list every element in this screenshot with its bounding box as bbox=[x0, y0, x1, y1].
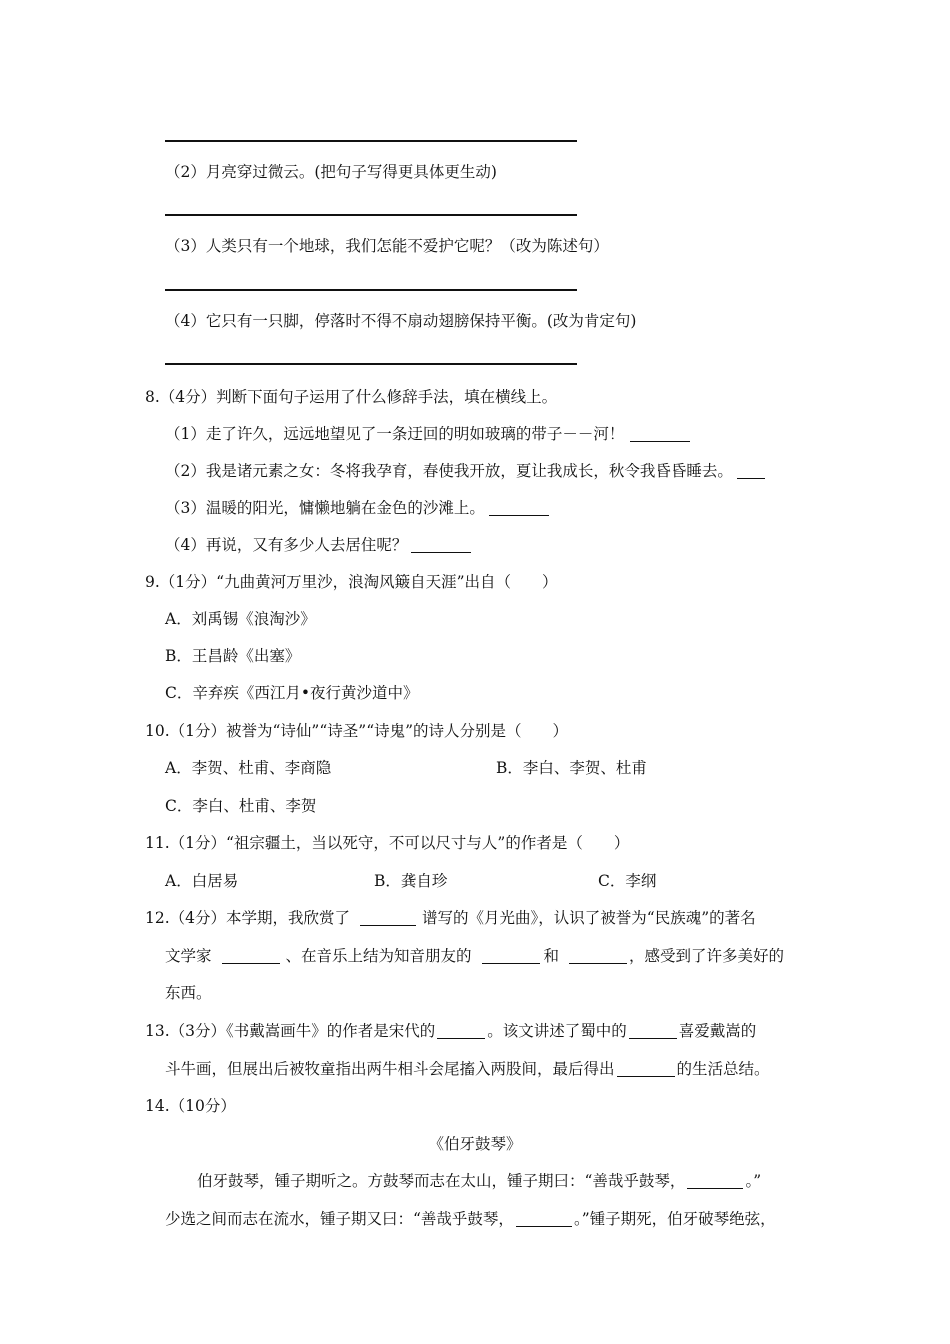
q13-text-3: 喜爱戴嵩的 bbox=[678, 1022, 757, 1040]
passage-text-3: 少选之间而志在流水，锺子期又曰：“善哉乎鼓琴， bbox=[165, 1210, 514, 1228]
q13-line-1 bbox=[145, 1020, 756, 1042]
q9-option-c[interactable]: C．辛弃疾《西江月•夜行黄沙道中》 bbox=[165, 684, 419, 702]
q13-line-2 bbox=[165, 1058, 770, 1080]
q8-item-2 bbox=[165, 460, 765, 482]
answer-blank[interactable] bbox=[411, 536, 471, 553]
q8-item-1-text: （1）走了许久，远远地望见了一条迂回的明如玻璃的带子－－河！ bbox=[165, 425, 625, 443]
answer-line[interactable] bbox=[165, 289, 577, 291]
q8-item-4-text: （4）再说，又有多少人去居住呢？ bbox=[165, 536, 408, 554]
q8-item-3 bbox=[165, 497, 549, 519]
q13-text-2: 。该文讲述了蜀中的 bbox=[487, 1022, 627, 1040]
q9-option-b[interactable]: B．王昌龄《出塞》 bbox=[165, 647, 301, 665]
passage-title: 《伯牙鼓琴》 bbox=[428, 1135, 522, 1153]
q11-stem: 11.（1分）“祖宗疆土，当以死守，不可以尺寸与人”的作者是（ ） bbox=[145, 834, 630, 852]
q11-option-b[interactable]: B．龚自珍 bbox=[374, 872, 448, 890]
q10-stem: 10.（1分）被誉为“诗仙”“诗圣”“诗鬼”的诗人分别是（ ） bbox=[145, 722, 569, 740]
answer-blank[interactable] bbox=[482, 947, 540, 964]
answer-blank[interactable] bbox=[437, 1022, 485, 1039]
answer-blank[interactable] bbox=[630, 425, 690, 442]
q9-option-a[interactable]: A．刘禹锡《浪淘沙》 bbox=[165, 610, 316, 628]
q12-text-4: 、在音乐上结为知音朋友的 bbox=[285, 947, 472, 965]
q12-text-2: 谱写的《月光曲》，认识了被誉为“民族魂”的著名 bbox=[422, 909, 756, 927]
q13-text-4: 斗牛画，但展出后被牧童指出两牛相斗会尾搐入两股间，最后得出 bbox=[165, 1060, 615, 1078]
q12-text-5: 和 bbox=[543, 947, 560, 965]
q10-option-a[interactable]: A．李贺、杜甫、李商隐 bbox=[165, 759, 332, 777]
q12-line-3: 东西。 bbox=[165, 984, 212, 1002]
passage-text-2: 。” bbox=[745, 1172, 762, 1190]
q11-option-c[interactable]: C．李纲 bbox=[598, 872, 657, 890]
q9-stem: 9.（1分）“九曲黄河万里沙，浪淘风簸自天涯”出自（ ） bbox=[145, 573, 558, 591]
answer-blank[interactable] bbox=[222, 947, 280, 964]
q7-item-3: （3）人类只有一个地球，我们怎能不爱护它呢？（改为陈述句） bbox=[165, 237, 609, 255]
q12-line-2 bbox=[165, 945, 784, 967]
answer-blank[interactable] bbox=[687, 1172, 743, 1189]
answer-blank[interactable] bbox=[360, 909, 416, 926]
answer-blank[interactable] bbox=[617, 1060, 675, 1077]
answer-blank[interactable] bbox=[516, 1210, 572, 1227]
q11-option-a[interactable]: A．白居易 bbox=[165, 872, 239, 890]
answer-blank[interactable] bbox=[569, 947, 627, 964]
q10-option-c[interactable]: C．李白、杜甫、李贺 bbox=[165, 797, 317, 815]
passage-line-2 bbox=[165, 1208, 776, 1230]
q10-option-b[interactable]: B．李白、李贺、杜甫 bbox=[496, 759, 647, 777]
q13-text-1: 13.（3分）《书戴嵩画牛》的作者是宋代的 bbox=[145, 1022, 436, 1040]
answer-blank[interactable] bbox=[629, 1022, 677, 1039]
q12-text-3: 文学家 bbox=[165, 947, 212, 965]
passage-line-1 bbox=[197, 1170, 761, 1192]
answer-line[interactable] bbox=[165, 363, 577, 365]
q12-text-6: ，感受到了许多美好的 bbox=[629, 947, 785, 965]
q8-item-3-text: （3）温暖的阳光，慵懒地躺在金色的沙滩上。 bbox=[165, 499, 485, 517]
passage-text-4: 。”锺子期死，伯牙破琴绝弦， bbox=[573, 1210, 776, 1228]
passage-text-1: 伯牙鼓琴，锺子期听之。方鼓琴而志在太山，锺子期曰：“善哉乎鼓琴， bbox=[197, 1172, 686, 1190]
answer-line[interactable] bbox=[165, 140, 577, 142]
q14-stem: 14.（10分） bbox=[145, 1097, 236, 1115]
q8-item-2-text: （2）我是诸元素之女：冬将我孕育，春使我开放，夏让我成长，秋令我昏昏睡去。 bbox=[165, 462, 733, 480]
answer-blank[interactable] bbox=[737, 462, 765, 479]
q8-stem: 8.（4分）判断下面句子运用了什么修辞手法，填在横线上。 bbox=[145, 388, 558, 406]
answer-line[interactable] bbox=[165, 214, 577, 216]
q8-item-4 bbox=[165, 534, 471, 556]
answer-blank[interactable] bbox=[489, 499, 549, 516]
q12-line-1 bbox=[145, 907, 756, 929]
q13-text-5: 的生活总结。 bbox=[676, 1060, 770, 1078]
q7-item-2: （2）月亮穿过微云。(把句子写得更具体更生动) bbox=[165, 163, 497, 181]
q8-item-1 bbox=[165, 423, 690, 445]
q12-text-1: 12.（4分）本学期，我欣赏了 bbox=[145, 909, 351, 927]
q7-item-4: （4）它只有一只脚，停落时不得不扇动翅膀保持平衡。(改为肯定句) bbox=[165, 312, 637, 330]
